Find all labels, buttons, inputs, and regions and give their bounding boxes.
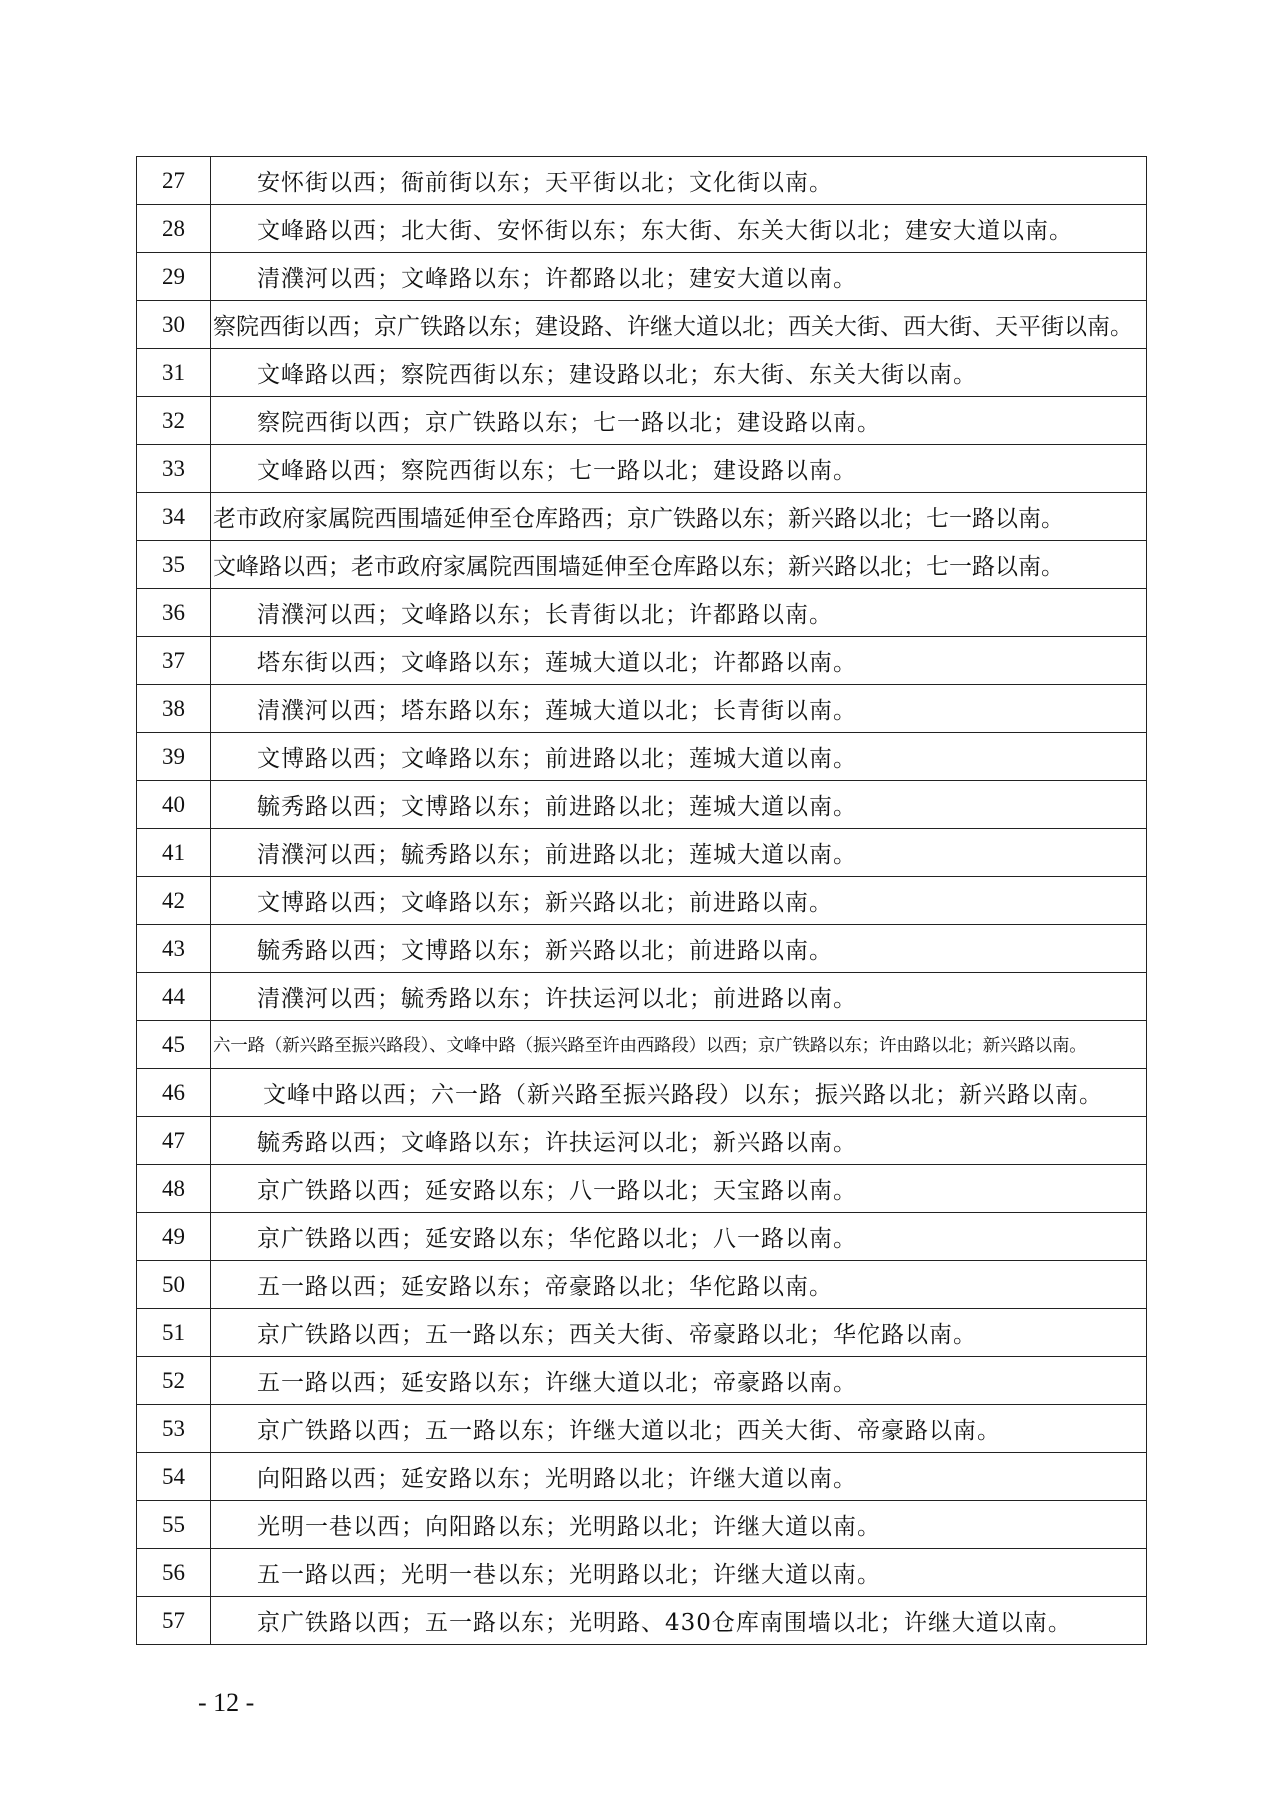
table-row (137, 301, 1147, 349)
row-description: 毓秀路以西；文博路以东；前进路以北；莲城大道以南。 (211, 781, 1147, 829)
row-number: 55 (137, 1501, 211, 1549)
row-description: 五一路以西；延安路以东；许继大道以北；帝豪路以南。 (211, 1357, 1147, 1405)
row-description: 文博路以西；文峰路以东；前进路以北；莲城大道以南。 (211, 733, 1147, 781)
row-number: 48 (137, 1165, 211, 1213)
row-description: 清濮河以西；文峰路以东；许都路以北；建安大道以南。 (211, 253, 1147, 301)
row-number: 46 (137, 1069, 211, 1117)
row-number: 49 (137, 1213, 211, 1261)
table-row (137, 1261, 1147, 1309)
row-number: 32 (137, 397, 211, 445)
row-number: 42 (137, 877, 211, 925)
table-row (137, 205, 1147, 253)
row-description: 五一路以西；光明一巷以东；光明路以北；许继大道以南。 (211, 1549, 1147, 1597)
row-number: 36 (137, 589, 211, 637)
row-description: 京广铁路以西；五一路以东；许继大道以北；西关大街、帝豪路以南。 (211, 1405, 1147, 1453)
boundary-table-body (137, 157, 1147, 1645)
table-row (137, 781, 1147, 829)
row-number: 44 (137, 973, 211, 1021)
row-number: 38 (137, 685, 211, 733)
row-description: 察院西街以西；京广铁路以东；七一路以北；建设路以南。 (211, 397, 1147, 445)
table-row (137, 1501, 1147, 1549)
row-number: 41 (137, 829, 211, 877)
row-description: 毓秀路以西；文峰路以东；许扶运河以北；新兴路以南。 (211, 1117, 1147, 1165)
row-description: 文峰中路以西；六一路（新兴路至振兴路段）以东；振兴路以北；新兴路以南。 (211, 1069, 1147, 1117)
table-row (137, 1117, 1147, 1165)
row-description: 文峰路以西；察院西街以东；建设路以北；东大街、东关大街以南。 (211, 349, 1147, 397)
row-number: 54 (137, 1453, 211, 1501)
row-description: 清濮河以西；毓秀路以东；前进路以北；莲城大道以南。 (211, 829, 1147, 877)
row-number: 29 (137, 253, 211, 301)
table-row (137, 637, 1147, 685)
table-row (137, 1453, 1147, 1501)
row-number: 45 (137, 1021, 211, 1069)
table-row (137, 1405, 1147, 1453)
row-description: 清濮河以西；文峰路以东；长青街以北；许都路以南。 (211, 589, 1147, 637)
table-row (137, 253, 1147, 301)
table-row (137, 445, 1147, 493)
table-row (137, 589, 1147, 637)
row-number: 28 (137, 205, 211, 253)
row-description: 察院西街以西；京广铁路以东；建设路、许继大道以北；西关大街、西大街、天平街以南。 (211, 301, 1147, 349)
table-row (137, 1213, 1147, 1261)
table-row (137, 397, 1147, 445)
table-row (137, 685, 1147, 733)
row-description: 安怀街以西；衙前街以东；天平街以北；文化街以南。 (211, 157, 1147, 205)
row-number: 56 (137, 1549, 211, 1597)
row-description: 京广铁路以西；五一路以东；光明路、430仓库南围墙以北；许继大道以南。 (211, 1597, 1147, 1645)
table-row (137, 1021, 1147, 1069)
table-row (137, 733, 1147, 781)
row-description: 老市政府家属院西围墙延伸至仓库路西；京广铁路以东；新兴路以北；七一路以南。 (211, 493, 1147, 541)
table-row (137, 925, 1147, 973)
row-description: 塔东街以西；文峰路以东；莲城大道以北；许都路以南。 (211, 637, 1147, 685)
row-description: 五一路以西；延安路以东；帝豪路以北；华佗路以南。 (211, 1261, 1147, 1309)
row-description: 文峰路以西；老市政府家属院西围墙延伸至仓库路以东；新兴路以北；七一路以南。 (211, 541, 1147, 589)
row-description: 文峰路以西；察院西街以东；七一路以北；建设路以南。 (211, 445, 1147, 493)
row-description: 京广铁路以西；延安路以东；华佗路以北；八一路以南。 (211, 1213, 1147, 1261)
table-row (137, 1549, 1147, 1597)
page-number: - 12 - (198, 1688, 255, 1717)
table-row (137, 157, 1147, 205)
table-row (137, 349, 1147, 397)
row-description: 毓秀路以西；文博路以东；新兴路以北；前进路以南。 (211, 925, 1147, 973)
table-row (137, 877, 1147, 925)
row-number: 34 (137, 493, 211, 541)
row-number: 37 (137, 637, 211, 685)
table-row (137, 1597, 1147, 1645)
row-description: 京广铁路以西；延安路以东；八一路以北；天宝路以南。 (211, 1165, 1147, 1213)
row-number: 51 (137, 1309, 211, 1357)
row-description: 京广铁路以西；五一路以东；西关大街、帝豪路以北；华佗路以南。 (211, 1309, 1147, 1357)
row-description: 向阳路以西；延安路以东；光明路以北；许继大道以南。 (211, 1453, 1147, 1501)
row-description: 光明一巷以西；向阳路以东；光明路以北；许继大道以南。 (211, 1501, 1147, 1549)
table-row (137, 973, 1147, 1021)
row-number: 31 (137, 349, 211, 397)
row-number: 35 (137, 541, 211, 589)
table-row (137, 829, 1147, 877)
row-number: 39 (137, 733, 211, 781)
row-number: 53 (137, 1405, 211, 1453)
boundary-table (136, 156, 1147, 1645)
table-row (137, 1069, 1147, 1117)
row-description: 文峰路以西；北大街、安怀街以东；东大街、东关大街以北；建安大道以南。 (211, 205, 1147, 253)
table-row (137, 541, 1147, 589)
row-number: 47 (137, 1117, 211, 1165)
table-row (137, 1165, 1147, 1213)
row-number: 57 (137, 1597, 211, 1645)
row-description: 六一路（新兴路至振兴路段）、文峰中路（振兴路至许由西路段）以西；京广铁路以东；许由路以北；新兴路以南。 (211, 1021, 1147, 1069)
row-description: 清濮河以西；毓秀路以东；许扶运河以北；前进路以南。 (211, 973, 1147, 1021)
row-number: 40 (137, 781, 211, 829)
row-number: 52 (137, 1357, 211, 1405)
table-row (137, 493, 1147, 541)
row-description: 文博路以西；文峰路以东；新兴路以北；前进路以南。 (211, 877, 1147, 925)
table-row (137, 1357, 1147, 1405)
row-number: 30 (137, 301, 211, 349)
row-number: 43 (137, 925, 211, 973)
row-number: 27 (137, 157, 211, 205)
row-number: 50 (137, 1261, 211, 1309)
table-row (137, 1309, 1147, 1357)
row-number: 33 (137, 445, 211, 493)
row-description: 清濮河以西；塔东路以东；莲城大道以北；长青街以南。 (211, 685, 1147, 733)
